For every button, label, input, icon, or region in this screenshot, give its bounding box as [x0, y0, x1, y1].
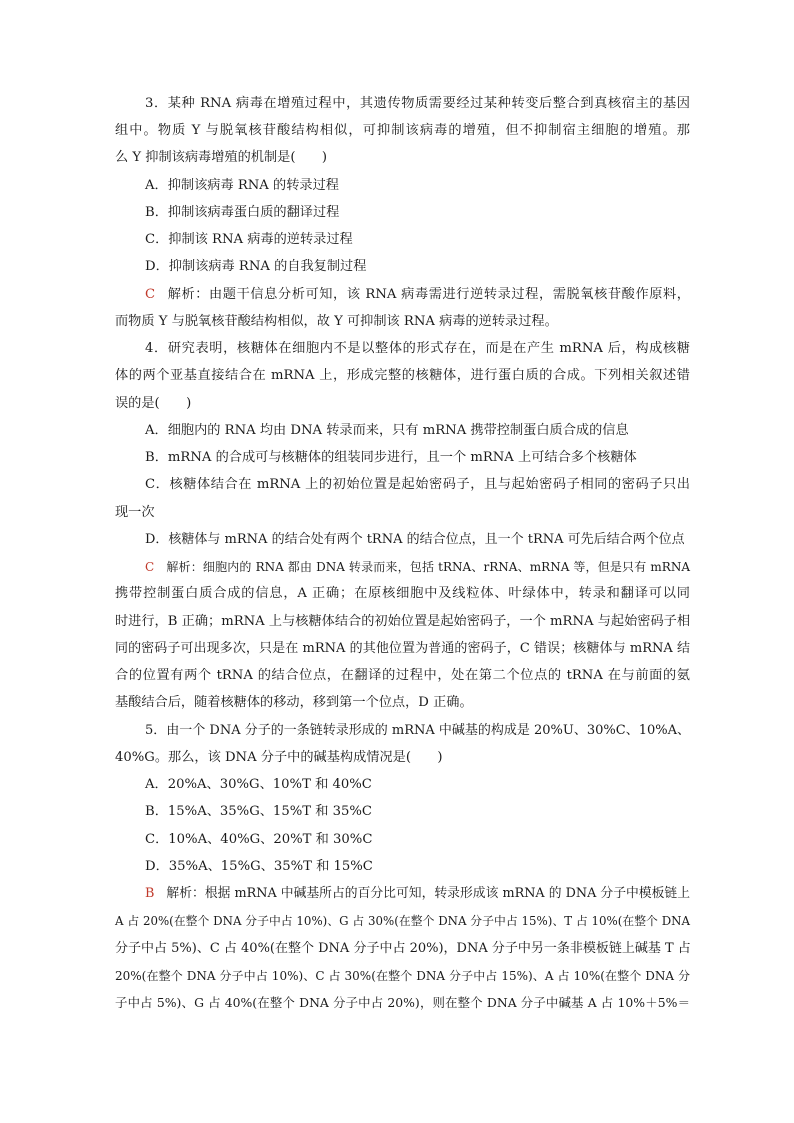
q3-stem-line-3: 么 Y 抑制该病毒增殖的机制是( )	[115, 150, 328, 165]
q4-option-c: C．核糖体结合在 mRNA 上的初始位置是起始密码子，且与起始密码子相同的密码子只出	[145, 477, 690, 492]
q4-explanation-text-1: 解析：细胞内的 RNA 都由 DNA 转录而来，包括 tRNA、rRNA、mRNA 等，但是只有 mRNA	[166, 560, 690, 574]
q4-option-c-continued: 现一次	[115, 505, 155, 520]
q4-explanation-line-4: 同的密码子可出现多次，只是在 mRNA 的其他位置为普通的密码子，C 错误；核糖体与 mRNA 结	[115, 641, 690, 656]
q5-explanation-line-5: 子中占 5%)、G 占 40%(在整个 DNA 分子中占 20%)，则在整个 DNA 分子中碱基 A 占 10%＋5%＝	[115, 995, 690, 1010]
q4-answer: C	[145, 560, 155, 574]
q5-answer: B	[145, 886, 155, 901]
q4-explanation-line-1	[145, 558, 690, 576]
q5-stem-line-1: 5．由一个 DNA 分子的一条链转录形成的 mRNA 中碱基的构成是 20%U、30%C、10%A、	[145, 723, 690, 738]
q3-option-a: A．抑制该病毒 RNA 的转录过程	[145, 178, 339, 193]
q4-stem-line-1: 4．研究表明，核糖体在细胞内不是以整体的形式存在，而是在产生 mRNA 后，构成核糖	[145, 341, 690, 356]
q4-explanation-line-6: 基酸结合后，随着核糖体的移动，移到第一个位点，D 正确。	[115, 695, 473, 710]
q3-explanation-line-2: 而物质 Y 与脱氧核苷酸结构相似，故 Y 可抑制该 RNA 病毒的逆转录过程。	[115, 314, 558, 329]
q3-answer: C	[145, 287, 156, 302]
q5-explanation-line-1	[145, 885, 690, 903]
q4-option-a: A．细胞内的 RNA 均由 DNA 转录而来，只有 mRNA 携带控制蛋白质合成的信息	[145, 423, 629, 438]
q4-explanation-line-3: 时进行，B 正确；mRNA 上与核糖体结合的初始位置是起始密码子，一个 mRNA 与起始密码子相	[115, 614, 691, 629]
q4-stem-line-3: 误的是( )	[115, 396, 192, 411]
q4-explanation-line-5: 合的位置有两个 tRNA 的结合位点，在翻译的过程中，处在第二个位点的 tRNA 在与前面的氨	[115, 668, 690, 683]
q5-explanation-line-3: 分子中占 5%)、C 占 40%(在整个 DNA 分子中占 20%)，DNA 分子中另一条非模板链上碱基 T 占	[115, 941, 691, 956]
q3-option-d: D．抑制该病毒 RNA 的自我复制过程	[145, 259, 367, 274]
q5-option-d: D．35%A、15%G、35%T 和 15%C	[145, 859, 373, 874]
q3-option-c: C．抑制该 RNA 病毒的逆转录过程	[145, 232, 353, 247]
q5-option-a: A．20%A、30%G、10%T 和 40%C	[145, 777, 372, 792]
q5-explanation-line-4: 20%(在整个 DNA 分子中占 10%)、C 占 30%(在整个 DNA 分子中占 15%)、A 占 10%(在整个 DNA 分	[115, 969, 690, 983]
q4-stem-line-2: 体的两个亚基直接结合在 mRNA 上，形成完整的核糖体，进行蛋白质的合成。下列相关叙述错	[115, 368, 690, 383]
q5-explanation-line-2: A 占 20%(在整个 DNA 分子中占 10%)、G 占 30%(在整个 DNA 分子中占 15%)、T 占 10%(在整个 DNA	[115, 914, 690, 928]
q4-explanation-line-2: 携带控制蛋白质合成的信息，A 正确；在原核细胞中及线粒体、叶绿体中，转录和翻译可以同	[115, 586, 690, 601]
q5-stem-line-2: 40%G。那么，该 DNA 分子中的碱基构成情况是( )	[115, 750, 443, 765]
q3-option-b: B．抑制该病毒蛋白质的翻译过程	[145, 205, 340, 220]
q3-stem-line-1: 3．某种 RNA 病毒在增殖过程中，其遗传物质需要经过某种转变后整合到真核宿主的基因	[145, 96, 690, 111]
q5-option-b: B．15%A、35%G、15%T 和 35%C	[145, 804, 373, 819]
q5-explanation-text-1: 解析：根据 mRNA 中碱基所占的百分比可知，转录形成该 mRNA 的 DNA 分子中模板链上	[166, 886, 690, 901]
q3-explanation-line-1	[145, 286, 690, 304]
q4-option-d: D．核糖体与 mRNA 的结合处有两个 tRNA 的结合位点，且一个 tRNA 可先后结合两个位点	[145, 532, 685, 547]
q3-stem-line-2: 组中。物质 Y 与脱氧核苷酸结构相似，可抑制该病毒的增殖，但不抑制宿主细胞的增殖。那	[115, 123, 690, 138]
q4-option-b: B．mRNA 的合成可与核糖体的组装同步进行，且一个 mRNA 上可结合多个核糖体	[145, 450, 637, 465]
q5-option-c: C．10%A、40%G、20%T 和 30%C	[145, 832, 373, 847]
q3-explanation-text-1: 解析：由题干信息分析可知，该 RNA 病毒需进行逆转录过程，需脱氧核苷酸作原料，	[167, 287, 690, 302]
